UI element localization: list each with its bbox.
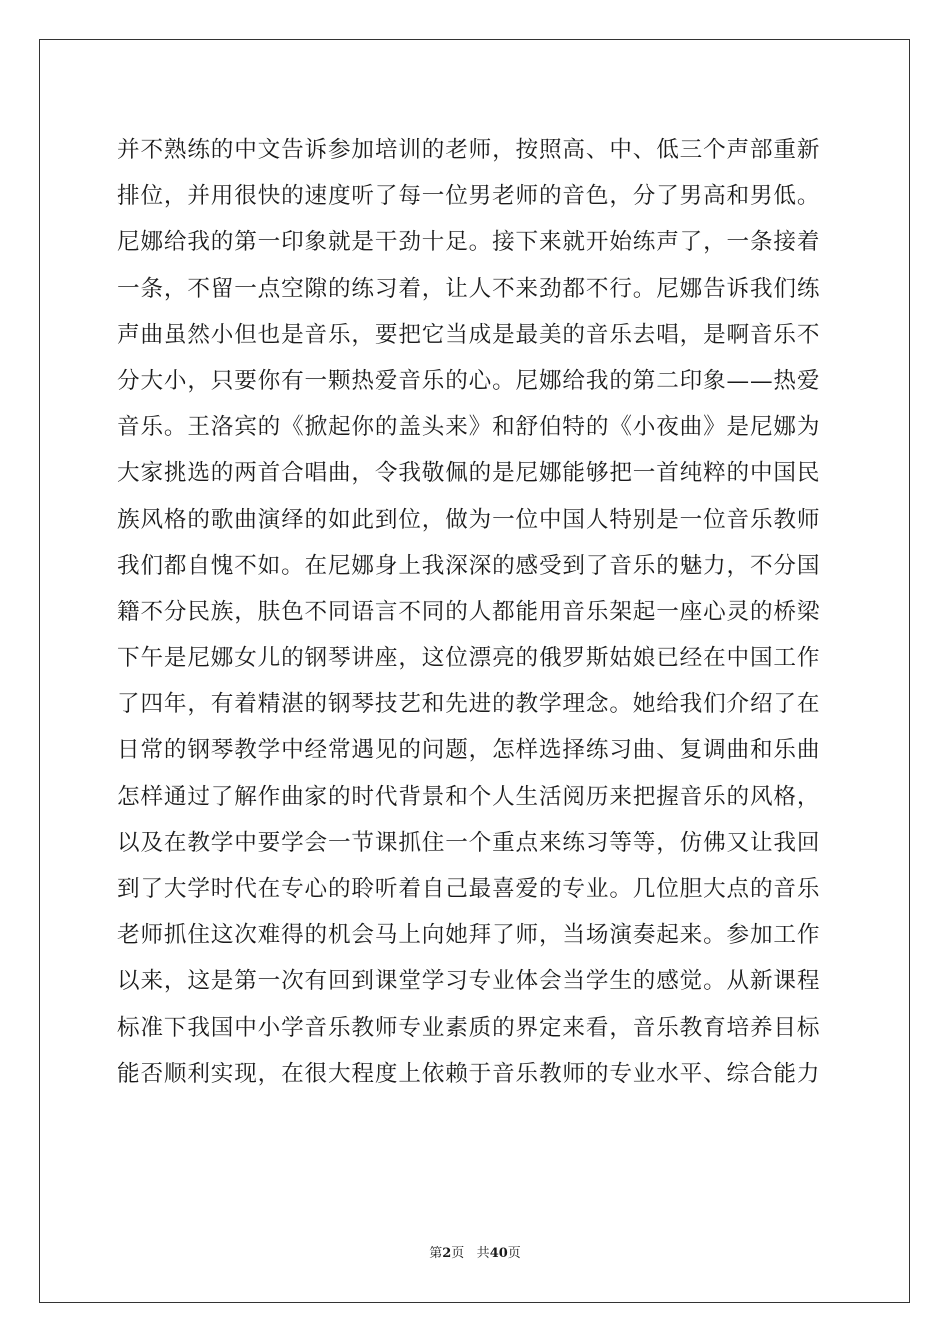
text-line: 标准下我国中小学音乐教师专业素质的界定来看，音乐教育培养目标 xyxy=(117,1014,821,1041)
text-line: 日常的钢琴教学中经常遇见的问题，怎样选择练习曲、复调曲和乐曲 xyxy=(117,737,821,764)
text-line: 排位，并用很快的速度听了每一位男老师的音色，分了男高和男低。 xyxy=(117,183,821,210)
text-line: 以来，这是第一次有回到课堂学习专业体会当学生的感觉。从新课程 xyxy=(117,968,821,995)
total-suffix: 页 xyxy=(507,1246,521,1261)
text-line: 我们都自愧不如。在尼娜身上我深深的感受到了音乐的魅力，不分国 xyxy=(117,552,821,579)
text-line: 大家挑选的两首合唱曲，令我敬佩的是尼娜能够把一首纯粹的中国民 xyxy=(117,460,821,487)
text-line: 怎样通过了解作曲家的时代背景和个人生活阅历来把握音乐的风格， xyxy=(117,783,821,810)
page-footer xyxy=(0,1245,950,1263)
text-line: 声曲虽然小但也是音乐，要把它当成是最美的音乐去唱，是啊音乐不 xyxy=(117,321,821,348)
page-current: 2 xyxy=(442,1246,452,1261)
text-line: 籍不分民族，肤色不同语言不同的人都能用音乐架起一座心灵的桥梁 xyxy=(117,598,821,625)
text-line: 到了大学时代在专心的聆听着自己最喜爱的专业。几位胆大点的音乐 xyxy=(117,876,821,902)
text-line: 能否顺利实现，在很大程度上依赖于音乐教师的专业水平、综合能力 xyxy=(117,1060,821,1087)
page-suffix: 页 xyxy=(451,1246,465,1261)
page-prefix: 第 xyxy=(429,1246,443,1261)
text-line: 音乐。王洛宾的《掀起你的盖头来》和舒伯特的《小夜曲》是尼娜为 xyxy=(117,414,821,441)
text-line: 下午是尼娜女儿的钢琴讲座，这位漂亮的俄罗斯姑娘已经在中国工作 xyxy=(117,645,821,672)
text-line: 分大小，只要你有一颗热爱音乐的心。尼娜给我的第二印象——热爱 xyxy=(117,367,821,394)
text-line: 老师抓住这次难得的机会马上向她拜了师，当场演奏起来。参加工作 xyxy=(117,922,821,949)
total-prefix: 共 xyxy=(476,1246,490,1261)
text-line: 了四年，有着精湛的钢琴技艺和先进的教学理念。她给我们介绍了在 xyxy=(117,691,821,718)
body-text xyxy=(117,127,837,1097)
text-line: 并不熟练的中文告诉参加培训的老师，按照高、中、低三个声部重新 xyxy=(117,137,821,163)
text-line: 以及在教学中要学会一节课抓住一个重点来练习等等，仿佛又让我回 xyxy=(117,829,821,856)
text-line: 一条，不留一点空隙的练习着，让人不来劲都不行。尼娜告诉我们练 xyxy=(117,275,821,302)
text-line: 族风格的歌曲演绎的如此到位，做为一位中国人特别是一位音乐教师 xyxy=(117,506,821,533)
page-total: 40 xyxy=(489,1246,508,1261)
text-line: 尼娜给我的第一印象就是干劲十足。接下来就开始练声了，一条接着 xyxy=(117,229,821,256)
